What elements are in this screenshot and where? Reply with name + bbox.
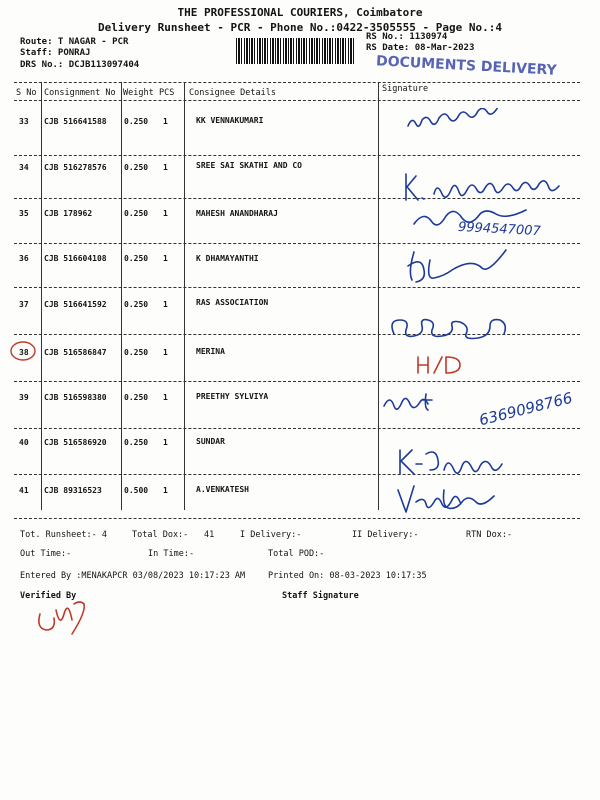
documents-delivery-stamp: DOCUMENTS DELIVERY: [375, 53, 558, 79]
row-consignment: CJB 516641592: [44, 300, 107, 309]
col-divider: [121, 82, 122, 510]
row-divider: [14, 381, 580, 382]
row-consignee: A.VENKATESH: [196, 485, 249, 494]
row-sno: 36: [19, 254, 29, 263]
row-consignee: KK VENNAKUMARI: [196, 116, 264, 125]
col-divider: [41, 82, 42, 510]
row-pcs: 1: [163, 438, 168, 447]
row-weight: 0.250: [124, 117, 149, 126]
ii-delivery: II Delivery:-: [352, 530, 419, 540]
row-weight: 0.250: [124, 163, 149, 172]
row-pcs: 1: [163, 486, 168, 495]
total-dox-value: 41: [204, 530, 215, 540]
col-divider: [378, 82, 379, 510]
row-sno: 34: [19, 163, 29, 172]
col-header-pcs: PCS: [159, 88, 175, 98]
row-consignment: CJB 516604108: [44, 254, 107, 263]
row-consignee: SREE SAI SKATHI AND CO: [196, 161, 302, 170]
row-consignment: CJB 516641588: [44, 117, 107, 126]
row-consignment: CJB 516598380: [44, 393, 107, 402]
drs-number: DRS No.: DCJB113097404: [20, 60, 140, 70]
col-header-consignment: Consignment No: [44, 88, 116, 98]
runsheet-title: Delivery Runsheet - PCR - Phone No.:0422-3505555 - Page No.:4: [98, 21, 502, 34]
handwritten-phone-39: 6369098766: [477, 388, 575, 430]
col-header-consignee: Consignee Details: [189, 88, 276, 98]
signature-row-33: [405, 108, 525, 132]
row-consignee: PREETHY SYLVIYA: [196, 392, 269, 401]
row-pcs: 1: [163, 254, 168, 263]
row-divider: [14, 155, 580, 156]
row-weight: 0.250: [124, 348, 149, 357]
col-header-sno: S No: [16, 88, 37, 98]
row-weight: 0.250: [124, 209, 149, 218]
row-pcs: 1: [163, 209, 168, 218]
row-divider: [14, 428, 580, 429]
signature-row-41: [394, 482, 504, 516]
route-label: Route: T NAGAR - PCR: [20, 37, 129, 47]
i-delivery: I Delivery:-: [240, 530, 302, 540]
table-header-rule: [14, 100, 580, 101]
staff-label: Staff: PONRAJ: [20, 48, 91, 58]
row-consignee: MERINA: [196, 347, 225, 356]
row-weight: 0.250: [124, 438, 149, 447]
signature-row-34: [400, 168, 570, 206]
signature-row-36: [400, 246, 520, 286]
signature-row-39: [380, 390, 450, 414]
barcode-image: [236, 38, 354, 64]
col-header-weight: Weight: [123, 88, 154, 98]
row-pcs: 1: [163, 393, 168, 402]
row-consignment: CJB 516586920: [44, 438, 107, 447]
row-sno: 38: [19, 348, 29, 357]
entered-by: Entered By :MENAKAPCR 03/08/2023 10:17:23 AM: [20, 571, 246, 581]
printed-on: Printed On: 08-03-2023 10:17:35: [268, 571, 427, 581]
table-top-rule: [14, 82, 580, 83]
row-sno: 39: [19, 393, 29, 402]
row-pcs: 1: [163, 117, 168, 126]
signature-row-37: [386, 310, 516, 342]
row-sno: 37: [19, 300, 29, 309]
row-weight: 0.500: [124, 486, 149, 495]
row-consignee: RAS ASSOCIATION: [196, 298, 269, 307]
verified-by: Verified By: [20, 591, 77, 601]
rs-date: RS Date: 08-Mar-2023: [366, 43, 475, 53]
rtn-dox: RTN Dox:-: [466, 530, 513, 540]
row-sno: 33: [19, 117, 29, 126]
total-pod: Total POD:-: [268, 549, 325, 559]
row-consignment: CJB 516586847: [44, 348, 107, 357]
row-consignee: K DHAMAYANTHI: [196, 254, 259, 263]
row-consignee: MAHESH ANANDHARAJ: [196, 209, 278, 218]
handwritten-phone-35: 9994547007: [457, 219, 542, 240]
note-hd-row-38: [414, 353, 470, 377]
signature-row-40: [392, 444, 522, 478]
rs-number: RS No.: 1130974: [366, 32, 448, 42]
row-sno: 40: [19, 438, 29, 447]
verifier-signature: [30, 594, 100, 640]
company-title: THE PROFESSIONAL COURIERS, Coimbatore: [177, 6, 423, 19]
staff-signature-label: Staff Signature: [282, 591, 359, 601]
row-consignment: CJB 516278576: [44, 163, 107, 172]
row-sno: 35: [19, 209, 29, 218]
table-bottom-rule: [14, 518, 580, 519]
row-pcs: 1: [163, 300, 168, 309]
tot-runsheet: Tot. Runsheet:- 4: [20, 530, 107, 540]
row-weight: 0.250: [124, 254, 149, 263]
row-pcs: 1: [163, 163, 168, 172]
row-pcs: 1: [163, 348, 168, 357]
row-sno: 41: [19, 486, 29, 495]
row-consignee: SUNDAR: [196, 437, 225, 446]
row-consignment: CJB 89316523: [44, 486, 102, 495]
row-divider: [14, 287, 580, 288]
row-divider: [14, 243, 580, 244]
col-divider: [184, 82, 185, 510]
circle-annotation: [8, 339, 38, 363]
row-weight: 0.250: [124, 300, 149, 309]
out-time: Out Time:-: [20, 549, 72, 559]
col-header-signature: Signature: [382, 84, 429, 94]
row-weight: 0.250: [124, 393, 149, 402]
row-consignment: CJB 178962: [44, 209, 93, 218]
total-dox-label: Total Dox:-: [132, 530, 189, 540]
in-time: In Time:-: [148, 549, 195, 559]
